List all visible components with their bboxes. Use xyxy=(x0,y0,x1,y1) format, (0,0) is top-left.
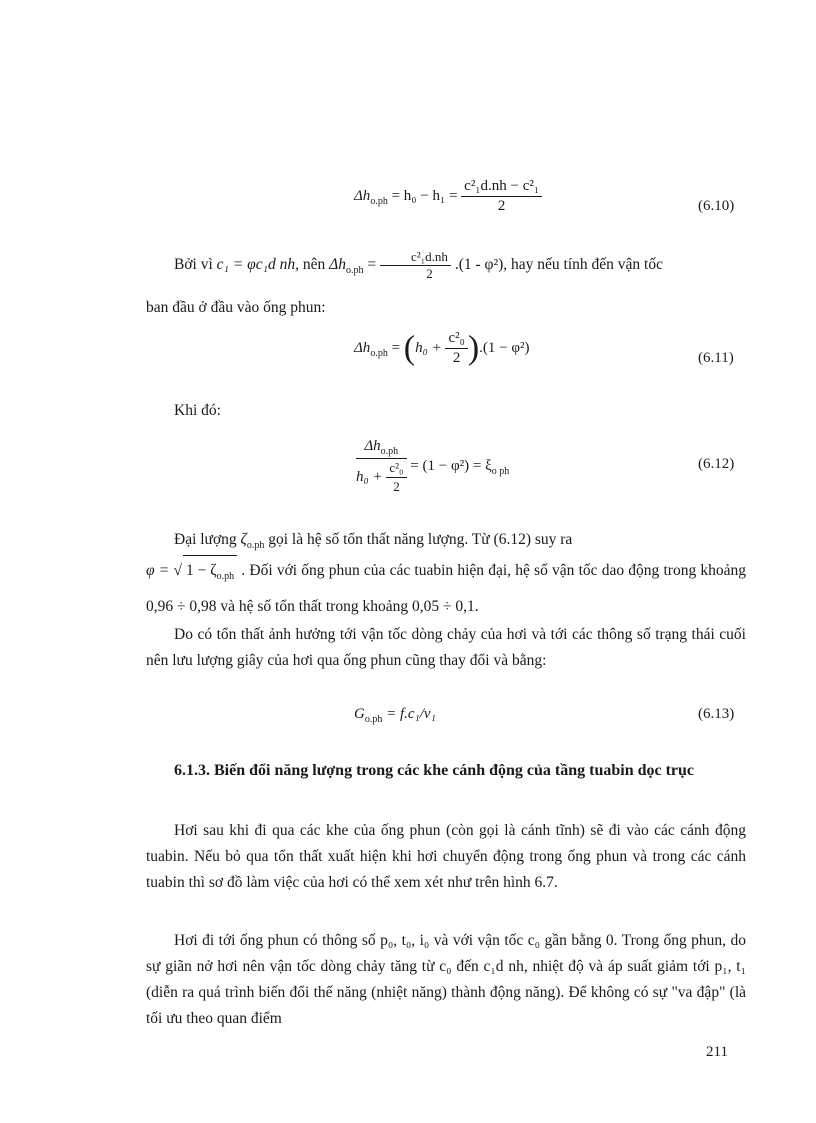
section-heading-6-1-3: 6.1.3. Biến đổi năng lượng trong các khe cánh động của tầng tuabin dọc trục xyxy=(174,762,695,779)
equation-6-10-fraction: $\frac{\text{c²₁d.nh − c²₁}}{2}$ xyxy=(461,178,542,215)
equation-6-12: $\Delta h_{o.ph}$ h₀ + $\frac{\text{c²₀}}{2}$ = $(1 - \varphi^2) = \xi_{o ph}$ xyxy=(356,438,510,494)
equation-6-12-fraction: $\Delta h_{o.ph}$ h₀ + $\frac{\text{c²₀}}{2}$ xyxy=(356,438,407,495)
paragraph-phi-sqrt: φ = √ $1 - \zeta_{o.ph}$ . Đối với ống phun của các tuabin hiện đại, hệ số vận tốc dao động trong khoảng 0,96 ÷ 0,98 và hệ số tổn thất trong khoảng 0,05 ÷ 0,1. xyxy=(146,555,746,622)
equation-number-6-13: (6.13) xyxy=(698,706,735,722)
page-number: 211 xyxy=(706,1044,728,1060)
paragraph-do-co-ton-that: Do có tổn thất ảnh hưởng tới vận tốc dòng chảy của hơi và tới các thông số trạng thái cuối nên lưu lượng giây của hơi qua ống phun cũng thay đổi và bằng: xyxy=(146,626,746,669)
paragraph-ban-dau: ban đầu ở đầu vào ống phun: xyxy=(146,299,326,316)
equation-6-11-fraction: $\frac{\text{c²₀}}{2}$ xyxy=(445,330,467,367)
paragraph-fraction: $\frac{\text{c²₁d.nh}}{2}$ xyxy=(380,250,451,281)
equation-6-10: $\Delta h_{o.ph} = h_0 - h_1$ = $\frac{\text{c²₁d.nh − c²₁}}{2}$ xyxy=(354,178,542,215)
paragraph-bởi-vì: Bởi vì c₁ = φc₁d nh, nên $\Delta h_{o.ph}$ = $\frac{\text{c²₁d.nh}}{2}$ .(1 - φ²), hay nếu tính đến vận tốc xyxy=(174,249,663,281)
equation-number-6-12: (6.12) xyxy=(698,456,735,472)
paragraph-hoi-sau-khi: Hơi sau khi đi qua các khe của ống phun (còn gọi là cánh tĩnh) sẽ đi vào các cánh động tuabin. Nếu bỏ qua tổn thất xuất hiện khi hơi chuyển động trong ống phun và trong các cánh tuabin thì sơ đồ làm việc của hơi có thể xem xét như trên hình 6.7. xyxy=(146,822,746,891)
equation-6-13: $G_{o.ph} = f.c_1/v_1$ xyxy=(354,706,436,725)
equation-number-6-10: (6.10) xyxy=(698,198,735,214)
equation-6-11: $\Delta h_{o.ph} = (h_0$ + $\frac{\text{c²₀}}{2}$ ).(1 − φ²) xyxy=(354,329,530,367)
paragraph-khi-do: Khi đó: xyxy=(174,402,221,419)
paragraph-dai-luong: Đại lượng $\zeta_{o.ph}$ gọi là hệ số tổn thất năng lượng. Từ (6.12) suy ra xyxy=(174,531,573,552)
paragraph-hoi-di-toi: Hơi đi tới ống phun có thông số p₀, t₀, i₀ và với vận tốc c₀ gần bằng 0. Trong ống phun, do sự giãn nở hơi nên vận tốc dòng chảy tăng từ c₀ đến c₁d nh, nhiệt độ và áp suất giảm tới p₁, t₁ (diễn ra quá trình biến đổi thế năng (nhiệt năng) thành động năng). Để không có sự "va đập" (là tối ưu theo quan điểm xyxy=(146,932,746,1027)
equation-number-6-11: (6.11) xyxy=(698,350,734,366)
sqrt-symbol: √ $1 - \zeta_{o.ph}$ xyxy=(173,562,237,579)
